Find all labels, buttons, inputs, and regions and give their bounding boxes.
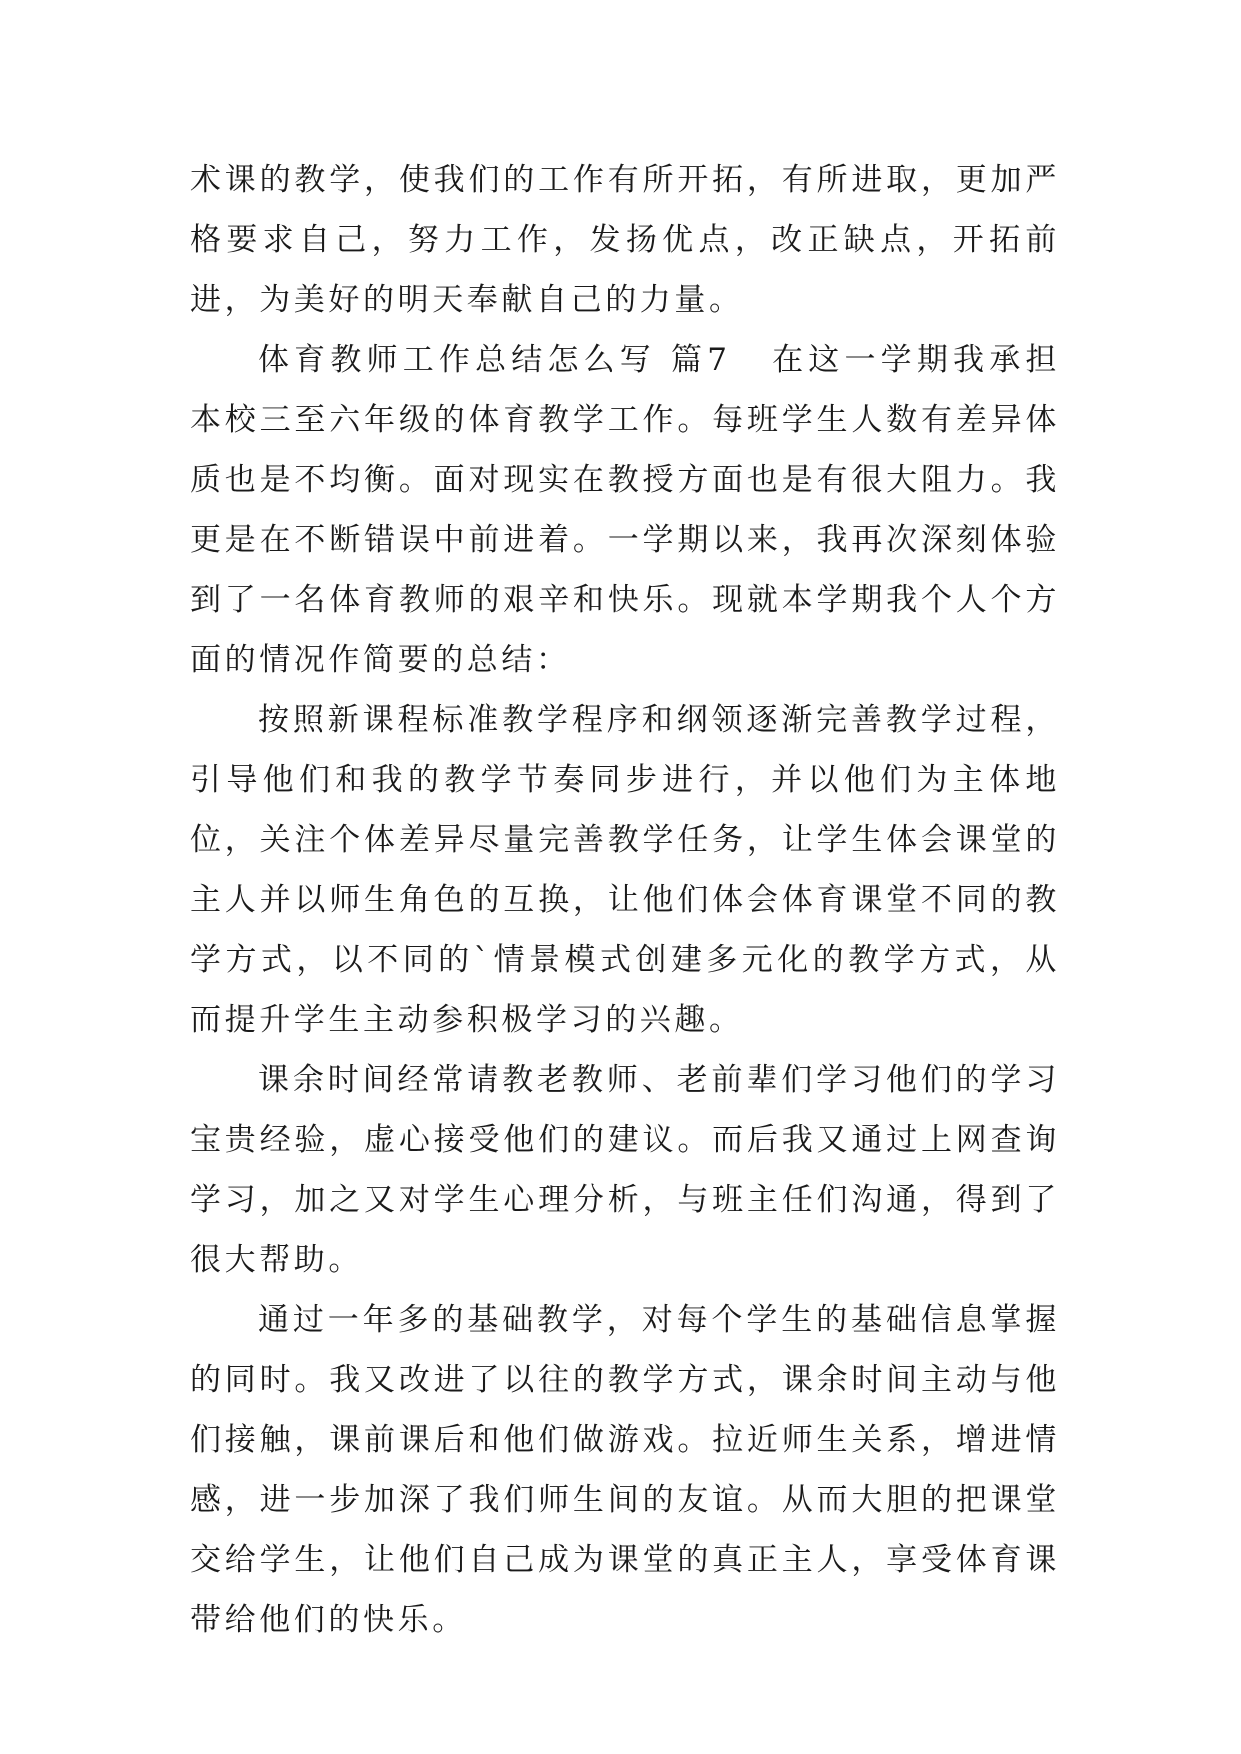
section-heading: 体育教师工作总结怎么写 篇7 [258,342,731,378]
document-body [190,150,1060,1650]
paragraph-learning-from-seniors: 课余时间经常请教老教师、老前辈们学习他们的学习宝贵经验，虚心接受他们的建议。而后我又通过上网查询学习，加之又对学生心理分析，与班主任们沟通，得到了很大帮助。 [190,1062,1060,1278]
paragraph-continuation: 术课的教学，使我们的工作有所开拓，有所进取，更加严格要求自己，努力工作，发扬优点，改正缺点，开拓前进，为美好的明天奉献自己的力量。 [190,162,1060,318]
paragraph-teacher-student-relation: 通过一年多的基础教学，对每个学生的基础信息掌握的同时。我又改进了以往的教学方式，课余时间主动与他们接触，课前课后和他们做游戏。拉近师生关系，增进情感，进一步加深了我们师生间的友谊。从而大胆的把课堂交给学生，让他们自己成为课堂的真正主人，享受体育课带给他们的快乐。 [190,1302,1060,1638]
paragraph-section-7 [190,330,1060,690]
paragraph-teaching-method: 按照新课程标准教学程序和纲领逐渐完善教学过程，引导他们和我的教学节奏同步进行，并以他们为主体地位，关注个体差异尽量完善教学任务，让学生体会课堂的主人并以师生角色的互换，让他们体会体育课堂不同的教学方式，以不同的`情景模式创建多元化的教学方式，从而提升学生主动参积极学习的兴趣。 [190,702,1060,1038]
paragraph-section-7-text: 在这一学期我承担本校三至六年级的体育教学工作。每班学生人数有差异体质也是不均衡。面对现实在教授方面也是有很大阻力。我更是在不断错误中前进着。一学期以来，我再次深刻体验到了一名体育教师的艰辛和快乐。现就本学期我个人个方面的情况作简要的总结： [190,342,1060,678]
